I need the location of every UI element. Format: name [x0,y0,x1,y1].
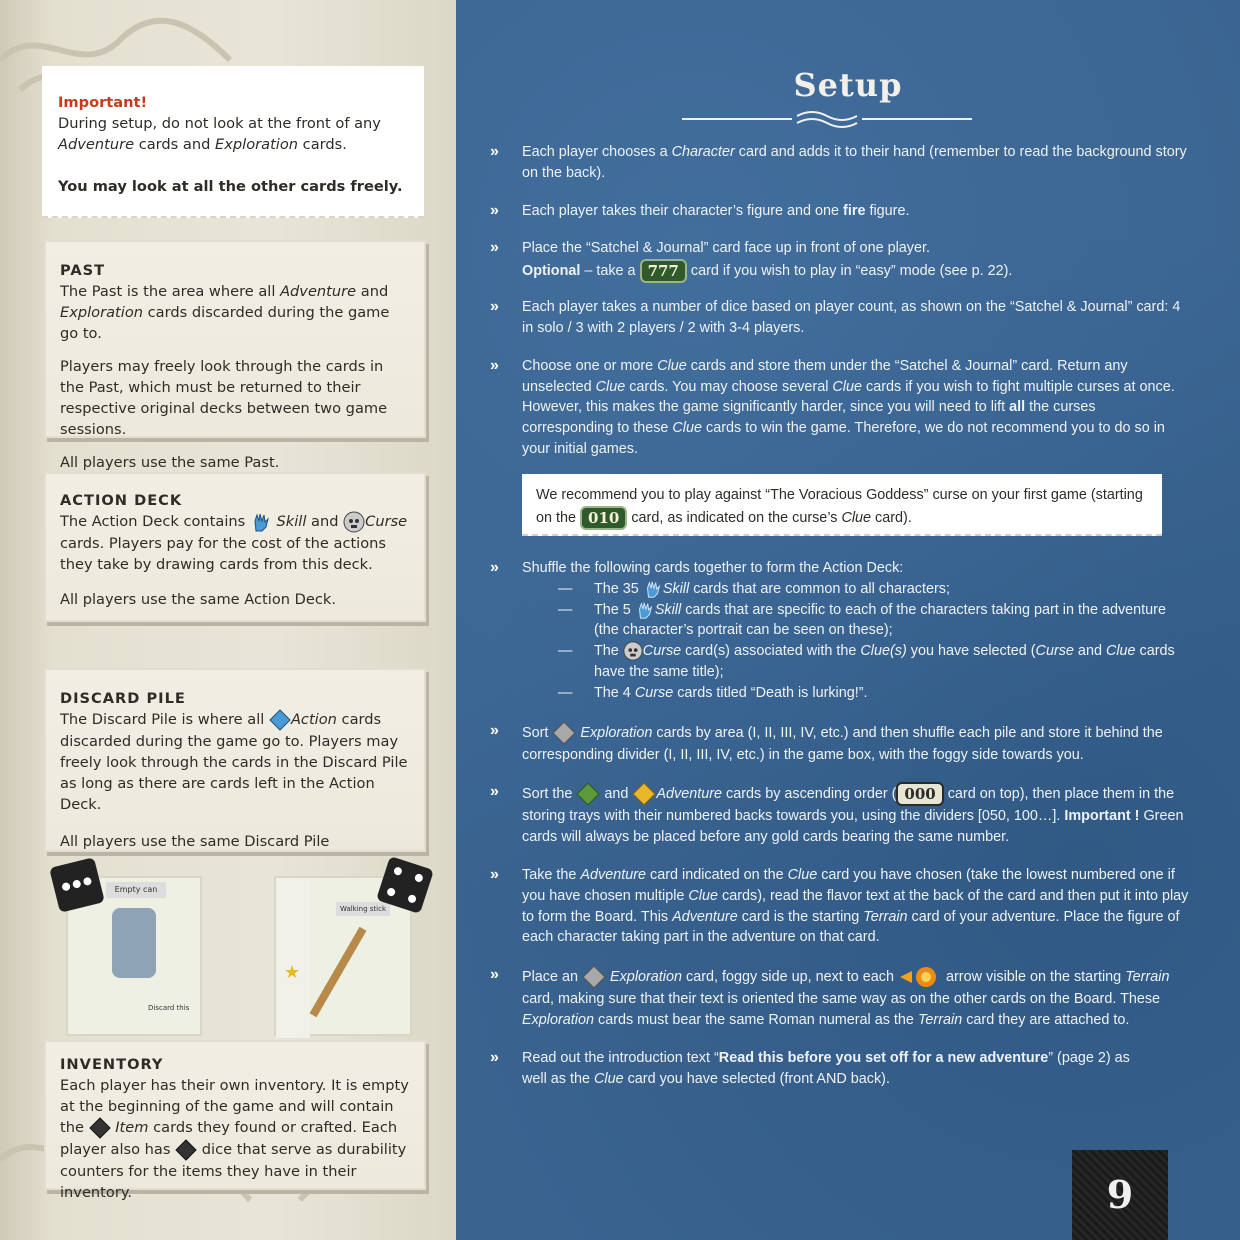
step-8: » Sort the and Adventure cards by ascending order ( 000 card on top), then place them in the storing trays with their numbered backs towards you, using the dividers [050, 100…]. Important ! Green cards will always be placed before any gold cards bearing the same number. [490,783,1184,846]
skill-hand-icon [643,579,663,599]
action-deck-p1: The Action Deck contains Skill and Curse cards. Players pay for the cost of the actions they take by drawing cards from this deck. [60,513,408,573]
skill-hand-icon [250,511,272,533]
past-p3: All players use the same Past. [60,454,280,471]
action-deck-p2: All players use the same Action Deck. [60,591,336,608]
important-bold-line: You may look at all the other cards freely. [58,178,403,195]
action-diamond-icon [269,709,291,731]
stick-illustration [310,927,367,1018]
sub-item-1: — The 35 Skill cards that are common to all characters; [558,579,1190,600]
important-title: Important! [58,94,148,111]
empty-can-card: Empty can Discard this [66,876,202,1036]
step-5: » Choose one or more Clue cards and store them under the “Satchel & Journal” card. Return any unselected Clue cards. You may choose several Clue cards if you wish to fight multiple curses at once. However, this makes the game significantly harder, since you will need to lift all the curses corresponding to these Clue cards to win the game. Therefore, we do not recommend you to do so in your initial games. [490,356,1175,457]
green-diamond-icon [576,782,600,806]
card-000-badge: 000 [896,782,943,806]
can-illustration [112,908,156,978]
past-p2: Players may freely look through the cards in the Past, which must be returned to their respective original decks between two game sessions. [60,358,388,438]
sub-item-3: — The Curse card(s) associated with the Clue(s) you have selected (Curse and Clue cards have the same title); [558,643,1175,680]
discard-p1: The Discard Pile is where all Action cards discarded during the game go to. Players may freely look through the cards in the Discard Pile as long as there are cards left in the Action Deck. [60,711,408,813]
setup-steps-2 [490,558,1190,1089]
recommendation-box: We recommend you to play against “The Voracious Goddess” curse on your first game (starting on the 010 card, as indicated on the curse’s Clue card). [522,474,1162,536]
inventory-box [44,1040,426,1201]
item-diamond-icon [89,1117,111,1139]
curse-skull-icon [343,511,365,533]
fire-arrow-icon [898,965,942,989]
gold-diamond-icon [632,782,656,806]
past-p1: The Past is the area where all Adventure and Exploration cards discarded during the game go to. [60,283,390,342]
sub-item-2: — The 5 Skill cards that are specific to each of the characters taking part in the adventure (the character’s portrait can be seen on these); [558,601,1166,639]
step-4: » Each player takes a number of dice based on player count, as shown on the “Satchel & Journal” card: 4 in solo / 3 with 2 players / 2 with 3-4 players. [490,298,1181,336]
exploration-diamond-icon [582,965,606,989]
inventory-header: INVENTORY [60,1056,164,1073]
title-ornament [682,108,972,130]
star-icon: ★ [284,962,301,983]
discard-header: DISCARD PILE [60,690,186,707]
page-number-tab [1072,1150,1168,1240]
discard-p2: All players use the same Discard Pile [60,833,330,850]
step-3: » Place the “Satchel & Journal” card face up in front of one player. Optional – take a 777 card if you wish to play in “easy” mode (see p. 22). [490,238,1190,283]
walking-stick-card: ★ Walking stick [274,876,412,1036]
inventory-p1: Each player has their own inventory. It is empty at the beginning of the game and will contain the Item cards they found or crafted. Each player also has dice that serve as durability counters for the items they have in their inventory. [60,1077,409,1201]
page-number: 9 [1106,1172,1134,1217]
step-1: » Each player chooses a Character card and adds it to their hand (remember to read the background story on the back). [490,143,1187,181]
dice-diamond-icon [175,1139,197,1161]
step-7: » Sort Exploration cards by area (I, II, III, IV, etc.) and then shuffle each pile and store it behind the corresponding divider (I, II, III, IV, etc.) in the game box, with the foggy side towards you. [490,721,1163,763]
important-note [42,66,424,218]
card-777-badge: 777 [640,259,687,283]
step-6: » Shuffle the following cards together to form the Action Deck: — The 35 Skill cards that are common to all characters; — The 5 Skill cards that are specific to each of the characters taking part in the adventure (the character’s portrait can be seen on these); — The Curse card(s) associated with the Clue(s) you have selected (Curse and Clue cards have the same title); — The 4 Curse cards titled “Death is lurking!”. [490,558,1190,704]
discard-pile-box [44,668,426,852]
step-9: » Take the Adventure card indicated on the Clue card you have chosen (take the lowest numbered one if you have chosen multiple Clue cards), read the flavor text at the back of the card and then put it into play to form the Board. This Adventure card is the starting Terrain card of your adventure. Place the figure of each character taking part in the adventure on that card. [490,865,1189,946]
step-11: » Read out the introduction text “Read this before you set off for a new adventure” (page 2) as well as the Clue card you have selected (front AND back). [490,1048,1130,1087]
past-header: PAST [60,262,106,279]
card-010-badge: 010 [580,506,627,530]
left-sidebar [0,0,456,1240]
sub-item-4: — The 4 Curse cards titled “Death is lurking!”. [558,684,868,701]
step-10: » Place an Exploration card, foggy side up, next to each arrow visible on the starting Terrain card, making sure that their text is oriented the same way as on the other cards on the Board. These Exploration cards must bear the same Roman numeral as the Terrain card they are attached to. [490,966,1170,1028]
past-box [44,240,426,471]
action-deck-box [44,472,426,622]
setup-title: Setup [793,66,903,104]
curse-skull-icon [623,641,643,661]
exploration-diamond-icon [552,721,576,745]
step-2: » Each player takes their character’s figure and one fire figure. [490,201,910,219]
skill-hand-icon [635,600,655,620]
important-text: During setup, do not look at the front of any Adventure cards and Exploration cards. [58,115,381,153]
action-deck-header: ACTION DECK [60,492,183,509]
setup-steps [490,142,1190,460]
